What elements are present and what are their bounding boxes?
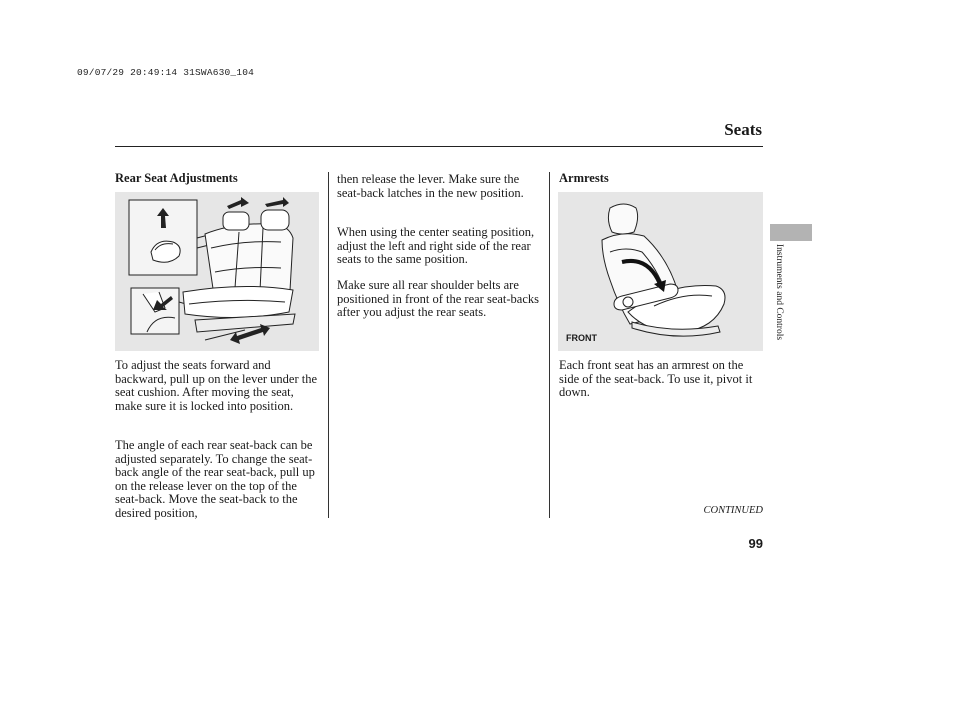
rear-seat-paragraph-2: The angle of each rear seat-back can be adjusted separately. To change the seat-back angle of the rear seat-back, pull up on the release lever on the top of the seat-back. Move the seat-back to the desired position, xyxy=(115,438,315,520)
section-side-label: Instruments and Controls xyxy=(774,244,784,341)
middle-paragraph-2: When using the center seating position, adjust the left and right side of the rear seats to the same position. xyxy=(337,225,535,267)
page-number: 99 xyxy=(748,536,763,551)
rear-seat-illustration xyxy=(115,192,319,351)
armrest-illustration xyxy=(558,192,763,351)
column-divider-1 xyxy=(328,172,329,518)
armrests-heading: Armrests xyxy=(559,171,609,185)
column-divider-2 xyxy=(549,172,550,518)
rear-seat-paragraph-1: To adjust the seats forward and backward, pull up on the lever under the seat cushion. After moving the seat, make sure it is locked into position. xyxy=(115,358,318,413)
front-label: FRONT xyxy=(566,333,597,343)
print-stamp: 09/07/29 20:49:14 31SWA630_104 xyxy=(77,67,255,78)
page-title: Seats xyxy=(724,120,762,139)
rear-seat-figure xyxy=(115,192,319,351)
armrest-figure xyxy=(558,192,763,351)
title-rule xyxy=(115,146,763,147)
middle-paragraph-1: then release the lever. Make sure the seat-back latches in the new position. xyxy=(337,172,524,200)
continued-note: CONTINUED xyxy=(703,505,763,516)
armrest-paragraph: Each front seat has an armrest on the side of the seat-back. To use it, pivot it down. xyxy=(559,358,753,400)
section-tab xyxy=(770,224,812,241)
rear-seat-heading: Rear Seat Adjustments xyxy=(115,171,238,185)
middle-paragraph-3: Make sure all rear shoulder belts are positioned in front of the rear seat-backs after you adjust the rear seats. xyxy=(337,278,540,320)
